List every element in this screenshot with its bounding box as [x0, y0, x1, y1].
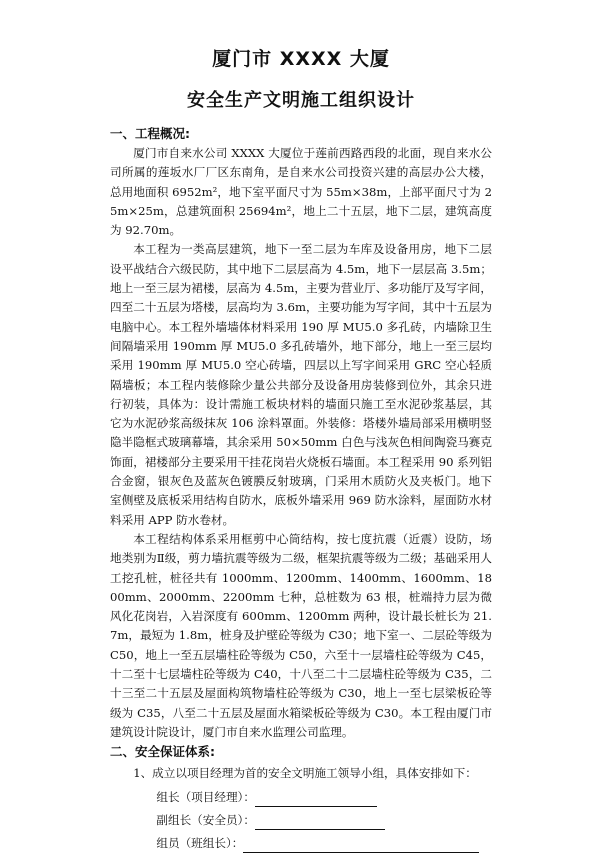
- document-subtitle: 安全生产文明施工组织设计: [187, 90, 415, 111]
- sign-blank-deputy: [255, 815, 385, 830]
- sign-label-deputy: 副组长（安全员）：: [156, 812, 255, 827]
- sign-row-members: [110, 834, 492, 853]
- sign-blank-leader: [255, 792, 377, 807]
- sign-label-members: 组员（班组长）：: [156, 836, 244, 851]
- sign-row-leader: [110, 788, 492, 807]
- document-title: 厦门市 XXXX 大厦: [212, 48, 390, 70]
- sign-label-leader: 组长（项目经理）：: [156, 789, 255, 804]
- overview-paragraph-location: 厦门市自来水公司 XXXX 大厦位于莲前西路西段的北面，现自来水公司所属的莲坂水厂厂区东南角，是自来水公司投资兴建的高层办公大楼，总用地面积 6952m²，地下室平面尺寸为 55m×38m，上部平面尺寸为 25m×25m，总建筑面积 25694m²，地上二十五层，地下二层，建筑高度为 92.70m。: [110, 146, 492, 238]
- section-heading-overview: 一、工程概况:: [110, 126, 190, 141]
- overview-paragraph-architecture: 本工程为一类高层建筑，地下一至二层为车库及设备用房，地下二层设平战结合六级民防，其中地下二层层高为 4.5m，地下一层层高 3.5m；地上一至三层为裙楼，层高为 4.5m，主要为营业厅、多功能厅及写字间，四至二十五层为塔楼，层高均为 3.6m，主要功能为写字间，其中十五层为电脑中心。本工程外墙墙体材料采用 190 厚 MU5.0 多孔砖，内墙除卫生间隔墙采用 190mm 厚 MU5.0 多孔砖墙外，地下部分，地上一至三层均采用 190mm 厚 MU5.0 空心砖墙，四层以上写字间采用 GRC 空心轻质隔墙板；本工程内装修除少量公共部分及设备用房装修到位外，其余只进行初装，具体为：设计需施工板块材料的墙面只施工至水泥砂浆基层，其它为水泥砂浆高级抹灰 106 涂料罩面。外装修：塔楼外墙局部采用横明竖隐半隐框式玻璃幕墙，其余采用 50×50mm 白色与浅灰色相间陶瓷马赛克饰面，裙楼部分主要采用干挂花岗岩火烧板石墙面。本工程采用 90 系列铝合金窗，银灰色及蓝灰色镀膜反射玻璃，门采用木质防火及夹板门。地下室侧壁及底板采用结构自防水，底板外墙采用 969 防水涂料，屋面防水材料采用 APP 防水卷材。: [110, 242, 492, 527]
- sign-blank-members: [243, 838, 479, 853]
- safety-item-leadership-group: 1、成立以项目经理为首的安全文明施工领导小组，具体安排如下：: [133, 766, 477, 781]
- sign-row-deputy: [110, 811, 492, 830]
- overview-paragraph-structure: 本工程结构体系采用框剪中心筒结构，按七度抗震（近震）设防，场地类别为Ⅱ级，剪力墙抗震等级为二级，框架抗震等级为二级；基础采用人工挖孔桩，桩径共有 1000mm、1200mm、1400mm、1600mm、1800mm、2000mm、2200mm 七种，总桩数为 63 根，桩端持力层为微风化花岗岩，入岩深度有 600mm、1200mm 两种，设计最长桩长为 21.7m，最短为 1.8m，桩身及护壁砼等级为 C30；地下室一、二层砼等级为 C50，地上一至五层墙柱砼等级为 C50，六至十一层墙柱砼等级为 C45，十二至十七层墙柱砼等级为 C40，十八至二十二层墙柱砼等级为 C35，二十三至二十五层及屋面构筑物墙柱砼等级为 C30，地上一至七层梁板砼等级为 C35，八至二十五层及屋面水箱梁板砼等级为 C30。本工程由厦门市建筑设计院设计，厦门市自来水监理公司监理。: [110, 531, 492, 739]
- section-heading-safety-system: 二、安全保证体系:: [110, 744, 215, 760]
